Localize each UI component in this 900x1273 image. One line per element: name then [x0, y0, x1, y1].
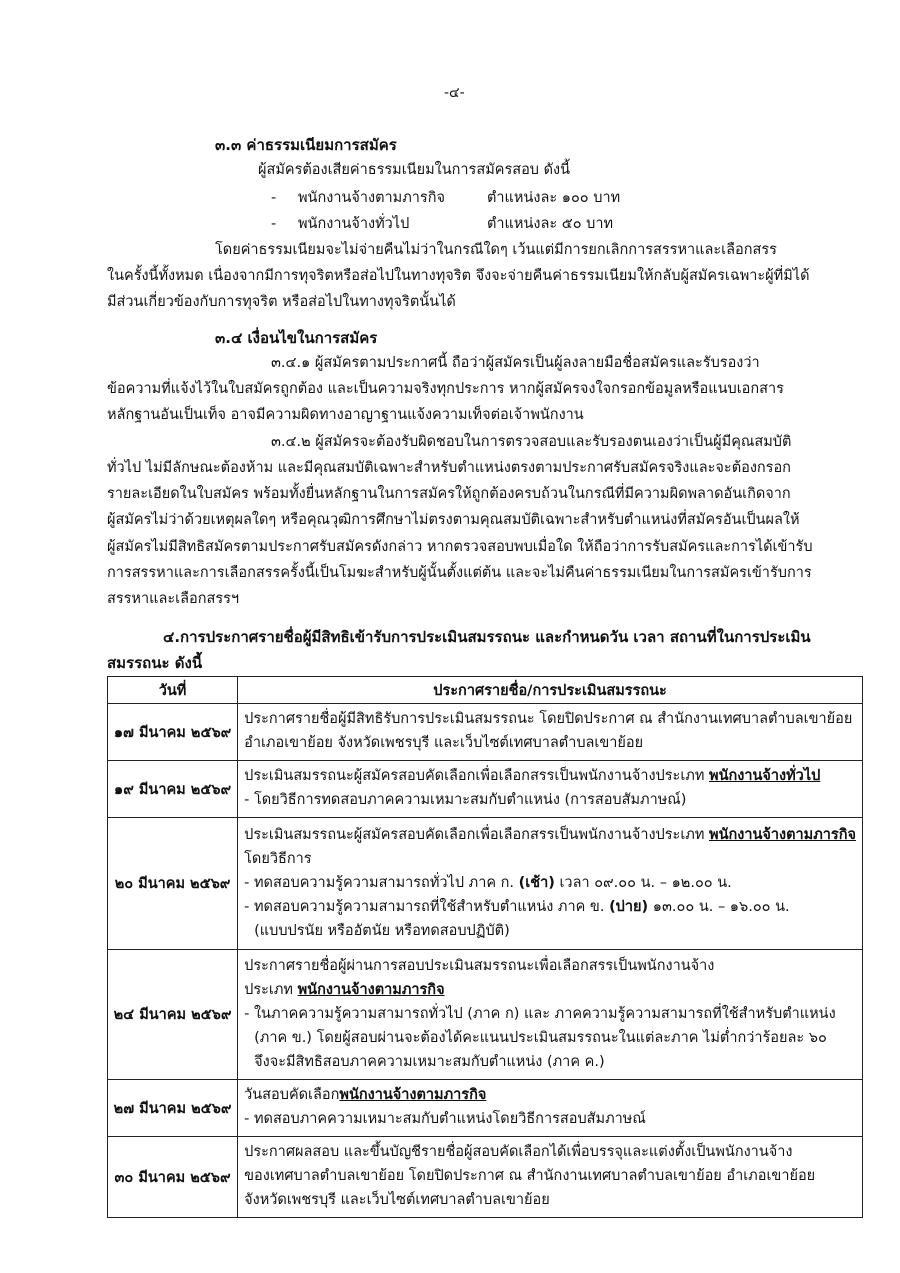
description-line [244, 1083, 856, 1107]
description-line [244, 895, 856, 919]
paragraph-line: ข้อความที่แจ้งไว้ในใบสมัครถูกต้อง และเป็นความจริงทุกประการ หากผู้สมัครจงใจกรอกข้อมูลหรือแนบเอกสาร [107, 381, 784, 397]
description-line: จึงจะมีสิทธิสอบภาคความเหมาะสมกับตำแหน่ง (ภาค ค.) [254, 1053, 605, 1070]
description-line [244, 764, 856, 788]
description-text: วันสอบคัดเลือก [244, 1087, 340, 1103]
row-date: ๑๗ มีนาคม ๒๕๖๙ [108, 704, 238, 761]
row-description [238, 1080, 863, 1137]
paragraph-line: ๓.๔.๒ ผู้สมัครจะต้องรับผิดชอบในการตรวจสอบและรับรองตนเองว่าเป็นผู้มีคุณสมบัติ [271, 434, 792, 450]
paragraph-line: รายละเอียดในใบสมัคร พร้อมทั้งยื่นหลักฐานในการสมัครให้ถูกต้องครบถ้วนในกรณีที่มีความผิดพลาดอันเกิดจาก [107, 486, 791, 502]
position-type-emphasis: พนักงานจ้างตามภารกิจ [709, 826, 856, 843]
paragraph-line: การสรรหาและการเลือกสรรครั้งนี้เป็นโมฆะสำหรับผู้นั้นตั้งแต่ต้น และจะไม่คืนค่าธรรมเนียมในการสมัครเข้ารับการ [107, 565, 812, 581]
description-line: ประกาศผลสอบ และขึ้นบัญชีรายชื่อผู้สอบคัดเลือกได้เพื่อบรรจุและแต่งตั้งเป็นพนักงานจ้าง [244, 1144, 793, 1160]
description-text: ประเมินสมรรถนะผู้สมัครสอบคัดเลือกเพื่อเลือกสรรเป็นพนักงานจ้างประเภท [244, 826, 710, 843]
schedule-table [107, 676, 863, 1218]
column-header-date: วันที่ [108, 677, 238, 704]
description-line: ประกาศรายชื่อผู้ผ่านการสอบประเมินสมรรถนะเพื่อเลือกสรรเป็นพนักงานจ้าง [244, 957, 715, 974]
row-date: ๓๐ มีนาคม ๒๕๖๙ [108, 1137, 238, 1218]
description-text: ๑๓.๐๐ น. – ๑๖.๐๐ น. [648, 898, 790, 915]
paragraph-line: ผู้สมัครไม่มีสิทธิสมัครตามประกาศรับสมัครดังกล่าว หากตรวจสอบพบเมื่อใด ให้ถือว่าการรับสมัครและการได้เข้ารับ [107, 539, 813, 555]
table-header-row [108, 677, 863, 704]
section-4-heading-cont: สมรรถนะ ดังนี้ [107, 654, 203, 672]
table-row [108, 1137, 863, 1218]
description-line: อำเภอเขาย้อย จังหวัดเพชรบุรี และเว็บไซต์เทศบาลตำบลเขาย้อย [244, 735, 644, 751]
fee-bullet: - [271, 190, 277, 206]
session-label: (บ่าย) [609, 898, 649, 915]
description-line: โดยวิธีการ [244, 850, 312, 867]
position-type-emphasis: พนักงานจ้างทั่วไป [709, 768, 821, 784]
section-3-4-heading: ๓.๔ เงื่อนไขในการสมัคร [215, 329, 378, 347]
row-date: ๒๐ มีนาคม ๒๕๖๙ [108, 818, 238, 950]
row-description [238, 950, 863, 1080]
description-line: - ในภาคความรู้ความสามารถทั่วไป (ภาค ก) และ ภาคความรู้ความสามารถที่ใช้สำหรับตำแหน่ง [244, 1005, 836, 1022]
row-date: ๒๗ มีนาคม ๒๕๖๙ [108, 1080, 238, 1137]
paragraph-line: สรรหาและเลือกสรรฯ [107, 591, 240, 607]
description-text: - ทดสอบความรู้ความสามารถที่ใช้สำหรับตำแหน่ง ภาค ข. [244, 898, 610, 915]
table-row [108, 761, 863, 818]
row-description [238, 1137, 863, 1218]
section-3-3-heading: ๓.๓ ค่าธรรมเนียมการสมัคร [215, 136, 397, 154]
fee-note-line: โดยค่าธรรมเนียมจะไม่จ่ายคืนไม่ว่าในกรณีใดๆ เว้นแต่มีการยกเลิกการสรรหาและเลือกสรร [215, 242, 777, 258]
description-line [244, 978, 856, 1002]
paragraph-line: ๓.๔.๑ ผู้สมัครตามประกาศนี้ ถือว่าผู้สมัครเป็นผู้ลงลายมือชื่อสมัครและรับรองว่า [271, 355, 760, 371]
paragraph-line: ทั่วไป ไม่มีลักษณะต้องห้าม และมีคุณสมบัติเฉพาะสำหรับตำแหน่งตรงตามประกาศรับสมัครจริงและจะต้องกรอก [107, 460, 791, 476]
description-line [244, 823, 856, 847]
table-row [108, 1080, 863, 1137]
fee-amount: ตำแหน่งละ ๑๐๐ บาท [487, 190, 621, 206]
description-text: ประเมินสมรรถนะผู้สมัครสอบคัดเลือกเพื่อเลือกสรรเป็นพนักงานจ้างประเภท [244, 768, 710, 784]
page-number: -๔- [444, 85, 465, 101]
description-line: - ทดสอบภาคความเหมาะสมกับตำแหน่งโดยวิธีการสอบสัมภาษณ์ [244, 1111, 646, 1127]
session-label: (เช้า) [518, 874, 555, 891]
description-line: - โดยวิธีการทดสอบภาคความเหมาะสมกับตำแหน่ง (การสอบสัมภาษณ์) [244, 792, 687, 808]
description-text: เวลา ๐๙.๐๐ น. – ๑๒.๐๐ น. [554, 874, 732, 891]
table-row [108, 704, 863, 761]
fee-bullet: - [271, 216, 277, 232]
fee-type: พนักงานจ้างตามภารกิจ [298, 190, 445, 206]
row-description [238, 818, 863, 950]
description-line: (ภาค ข.) โดยผู้สอบผ่านจะต้องได้คะแนนประเมินสมรรถนะในแต่ละภาค ไม่ต่ำกว่าร้อยละ ๖๐ [254, 1029, 827, 1046]
column-header-description: ประกาศรายชื่อ/การประเมินสมรรถนะ [238, 677, 863, 704]
table-row [108, 818, 863, 950]
description-line: ประกาศรายชื่อผู้มีสิทธิรับการประเมินสมรรถนะ โดยปิดประกาศ ณ สำนักงานเทศบาลตำบลเขาย้อย [244, 711, 853, 727]
description-text: - ทดสอบความรู้ความสามารถทั่วไป ภาค ก. [244, 874, 519, 891]
fee-amount: ตำแหน่งละ ๕๐ บาท [487, 216, 614, 232]
description-line [244, 871, 856, 895]
description-line: ของเทศบาลตำบลเขาย้อย โดยปิดประกาศ ณ สำนักงานเทศบาลตำบลเขาย้อย อำเภอเขาย้อย [244, 1168, 816, 1184]
row-description [238, 704, 863, 761]
position-type-emphasis: พนักงานจ้างตามภารกิจ [339, 1087, 487, 1103]
description-line: จังหวัดเพชรบุรี และเว็บไซต์เทศบาลตำบลเขาย้อย [244, 1192, 550, 1208]
fee-note-line: มีส่วนเกี่ยวข้องกับการทุจริต หรือส่อไปในทางทุจริตนั้นได้ [107, 294, 456, 310]
fee-intro: ผู้สมัครต้องเสียค่าธรรมเนียมในการสมัครสอบ ดังนี้ [258, 162, 571, 178]
fee-type: พนักงานจ้างทั่วไป [298, 216, 410, 232]
row-description [238, 761, 863, 818]
description-text: ประเภท [244, 981, 298, 998]
description-line: (แบบปรนัย หรืออัตนัย หรือทดสอบปฏิบัติ) [254, 922, 510, 939]
section-4-heading: ๔.การประกาศรายชื่อผู้มีสิทธิเข้ารับการประเมินสมรรถนะ และกำหนดวัน เวลา สถานที่ในการประเมิน [163, 628, 811, 646]
row-date: ๒๔ มีนาคม ๒๕๖๙ [108, 950, 238, 1080]
fee-note-line: ในครั้งนี้ทั้งหมด เนื่องจากมีการทุจริตหรือส่อไปในทางทุจริต จึงจะจ่ายคืนค่าธรรมเนียมให้กลับผู้สมัครเฉพาะผู้ที่มิได้ [107, 268, 810, 284]
row-date: ๑๙ มีนาคม ๒๕๖๙ [108, 761, 238, 818]
paragraph-line: ผู้สมัครไม่ว่าด้วยเหตุผลใดๆ หรือคุณวุฒิการศึกษาไม่ตรงตามคุณสมบัติเฉพาะสำหรับตำแหน่งที่สมัครอันเป็นผลให้ [107, 512, 800, 528]
paragraph-line: หลักฐานอันเป็นเท็จ อาจมีความผิดทางอาญาฐานแจ้งความเท็จต่อเจ้าพนักงาน [107, 407, 584, 423]
table-row [108, 950, 863, 1080]
position-type-emphasis: พนักงานจ้างตามภารกิจ [297, 981, 445, 998]
